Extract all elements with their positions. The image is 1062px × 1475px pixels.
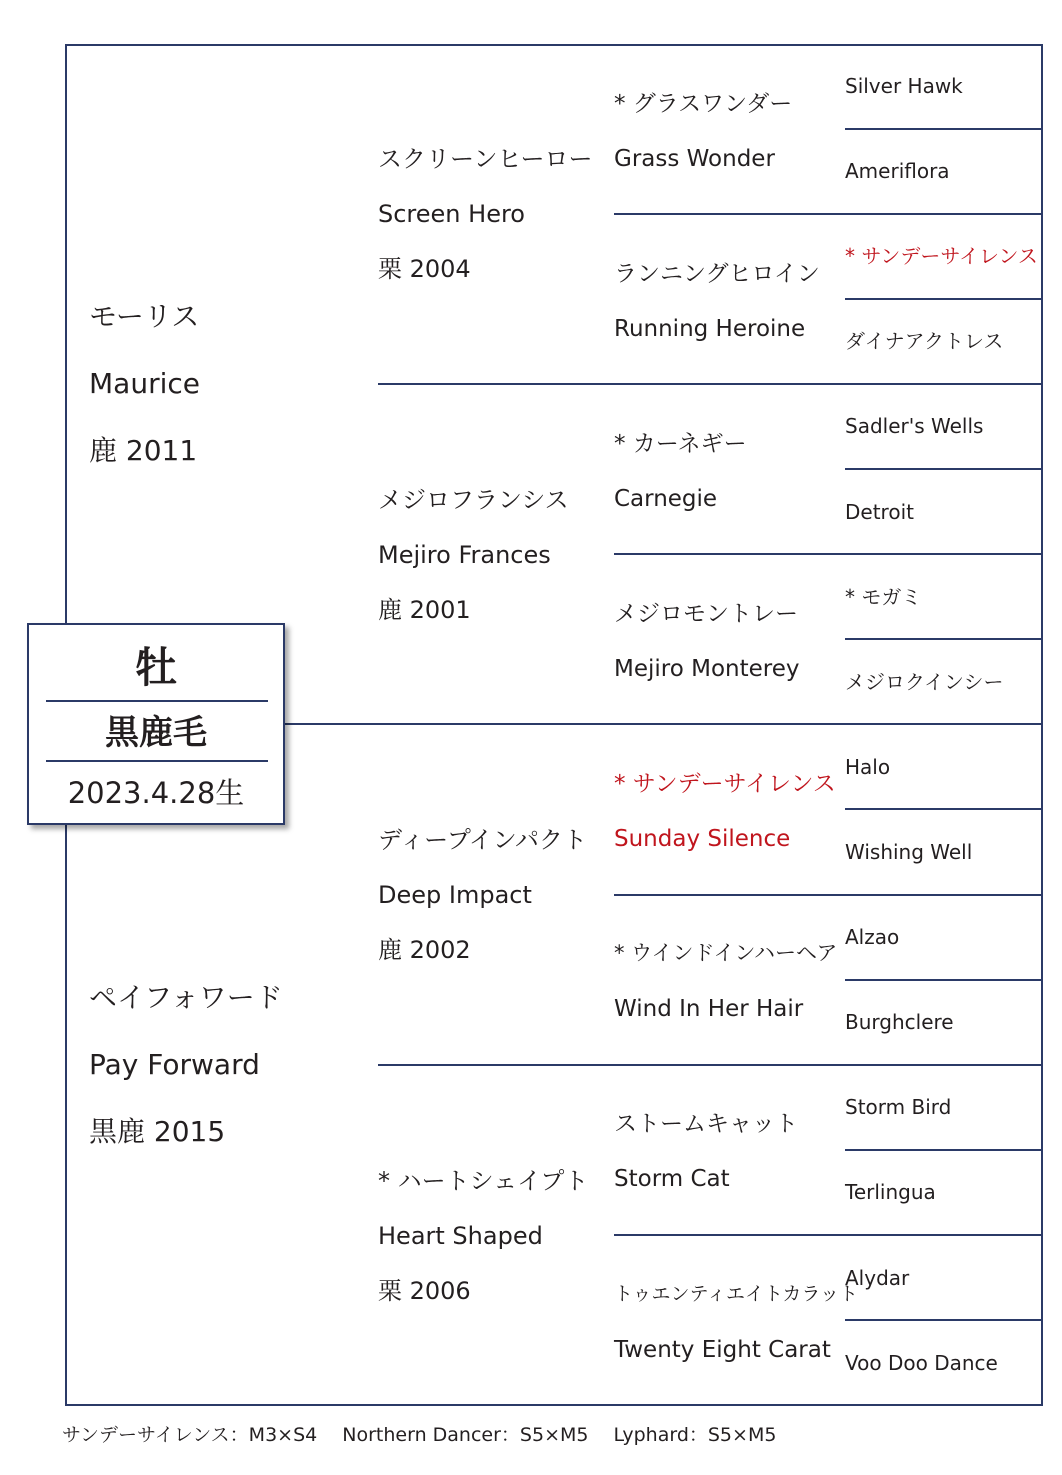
gen2-name-jp: メジロフランシス [378, 486, 569, 514]
gen3-divider [614, 1234, 1043, 1236]
gen2-name-jp: * ハートシェイプト [378, 1167, 589, 1195]
gen2-name-en: Screen Hero [378, 200, 525, 228]
gen3-name-jp: トゥエンティエイトカラット [614, 1283, 859, 1305]
dam-info: 黒鹿 2015 [89, 1115, 226, 1148]
sire-info: 鹿 2011 [89, 434, 198, 467]
subject-divider [46, 700, 268, 702]
gen4-name: Sadler's Wells [845, 414, 984, 438]
gen3-divider [614, 213, 1043, 215]
subject-box [27, 623, 285, 825]
gen4-name: Storm Bird [845, 1095, 952, 1119]
gen3-divider [614, 553, 1043, 555]
gen4-divider [845, 808, 1043, 810]
subject-birth: 2023.4.28生 [67, 776, 245, 810]
gen4-name-highlight: * サンデーサイレンス [845, 244, 1038, 268]
subject-color: 黒鹿毛 [105, 713, 207, 753]
gen2-name-en: Deep Impact [378, 881, 532, 909]
gen4-name: Silver Hawk [845, 74, 963, 98]
gen3-divider [614, 894, 1043, 896]
gen4-name: Alydar [845, 1266, 910, 1290]
gen4-divider [845, 1149, 1043, 1151]
dam-name-en: Pay Forward [89, 1048, 260, 1081]
gen4-name: Halo [845, 755, 891, 779]
gen2-info: 鹿 2002 [378, 936, 471, 964]
gen3-name-en: Storm Cat [614, 1166, 730, 1192]
gen2-name-en: Mejiro Frances [378, 541, 551, 569]
gen4-name: Ameriflora [845, 159, 950, 183]
gen4-divider [845, 128, 1043, 130]
gen4-name: Burghclere [845, 1010, 954, 1034]
gen4-divider [845, 298, 1043, 300]
gen3-name-jp-highlight: * サンデーサイレンス [614, 771, 836, 797]
gen4-name: Alzao [845, 925, 900, 949]
gen4-name: Wishing Well [845, 840, 973, 864]
gen3-name-en: Running Heroine [614, 316, 806, 342]
gen4-name: Detroit [845, 500, 914, 524]
gen2-divider [378, 383, 1043, 385]
gen3-name-jp: * ウインドインハーヘア [614, 941, 838, 965]
subject-divider [46, 760, 268, 762]
gen3-name-en-highlight: Sunday Silence [614, 826, 791, 852]
gen2-info: 栗 2004 [378, 255, 471, 283]
gen4-name: ダイナアクトレス [845, 329, 1004, 353]
gen4-name: * モガミ [845, 585, 922, 609]
gen3-name-en: Wind In Her Hair [614, 996, 804, 1022]
gen3-name-jp: * カーネギー [614, 431, 747, 457]
sire-name-en: Maurice [89, 367, 200, 400]
gen3-name-jp: * グラスワンダー [614, 91, 793, 117]
gen3-name-jp: ストームキャット [614, 1111, 798, 1137]
gen2-name-en: Heart Shaped [378, 1222, 543, 1250]
inbreeding-note: サンデーサイレンス：M3×S4 Northern Dancer：S5×M5 Lyphard：S5×M5 [62, 1424, 777, 1446]
gen3-name-jp: メジロモントレー [614, 601, 798, 627]
sire-name-jp: モーリス [89, 300, 200, 333]
gen4-name: Terlingua [845, 1180, 936, 1204]
gen2-divider [378, 1064, 1043, 1066]
gen4-divider [845, 979, 1043, 981]
gen4-name: Voo Doo Dance [845, 1351, 998, 1375]
gen3-name-en: Carnegie [614, 486, 718, 512]
gen3-name-jp: ランニングヒロイン [614, 261, 820, 287]
gen4-name: メジロクインシー [845, 670, 1004, 694]
gen2-info: 鹿 2001 [378, 596, 471, 624]
gen3-name-en: Twenty Eight Carat [614, 1337, 831, 1363]
gen4-divider [845, 638, 1043, 640]
gen1-divider [285, 723, 1043, 725]
gen2-name-jp: ディープインパクト [378, 826, 588, 854]
gen2-info: 栗 2006 [378, 1277, 471, 1305]
gen2-name-jp: スクリーンヒーロー [378, 145, 593, 173]
gen4-divider [845, 1319, 1043, 1321]
gen4-divider [845, 468, 1043, 470]
gen3-name-en: Grass Wonder [614, 146, 775, 172]
subject-sex: 牡 [134, 643, 177, 692]
dam-name-jp: ペイフォワード [89, 981, 283, 1014]
gen3-name-en: Mejiro Monterey [614, 656, 800, 682]
